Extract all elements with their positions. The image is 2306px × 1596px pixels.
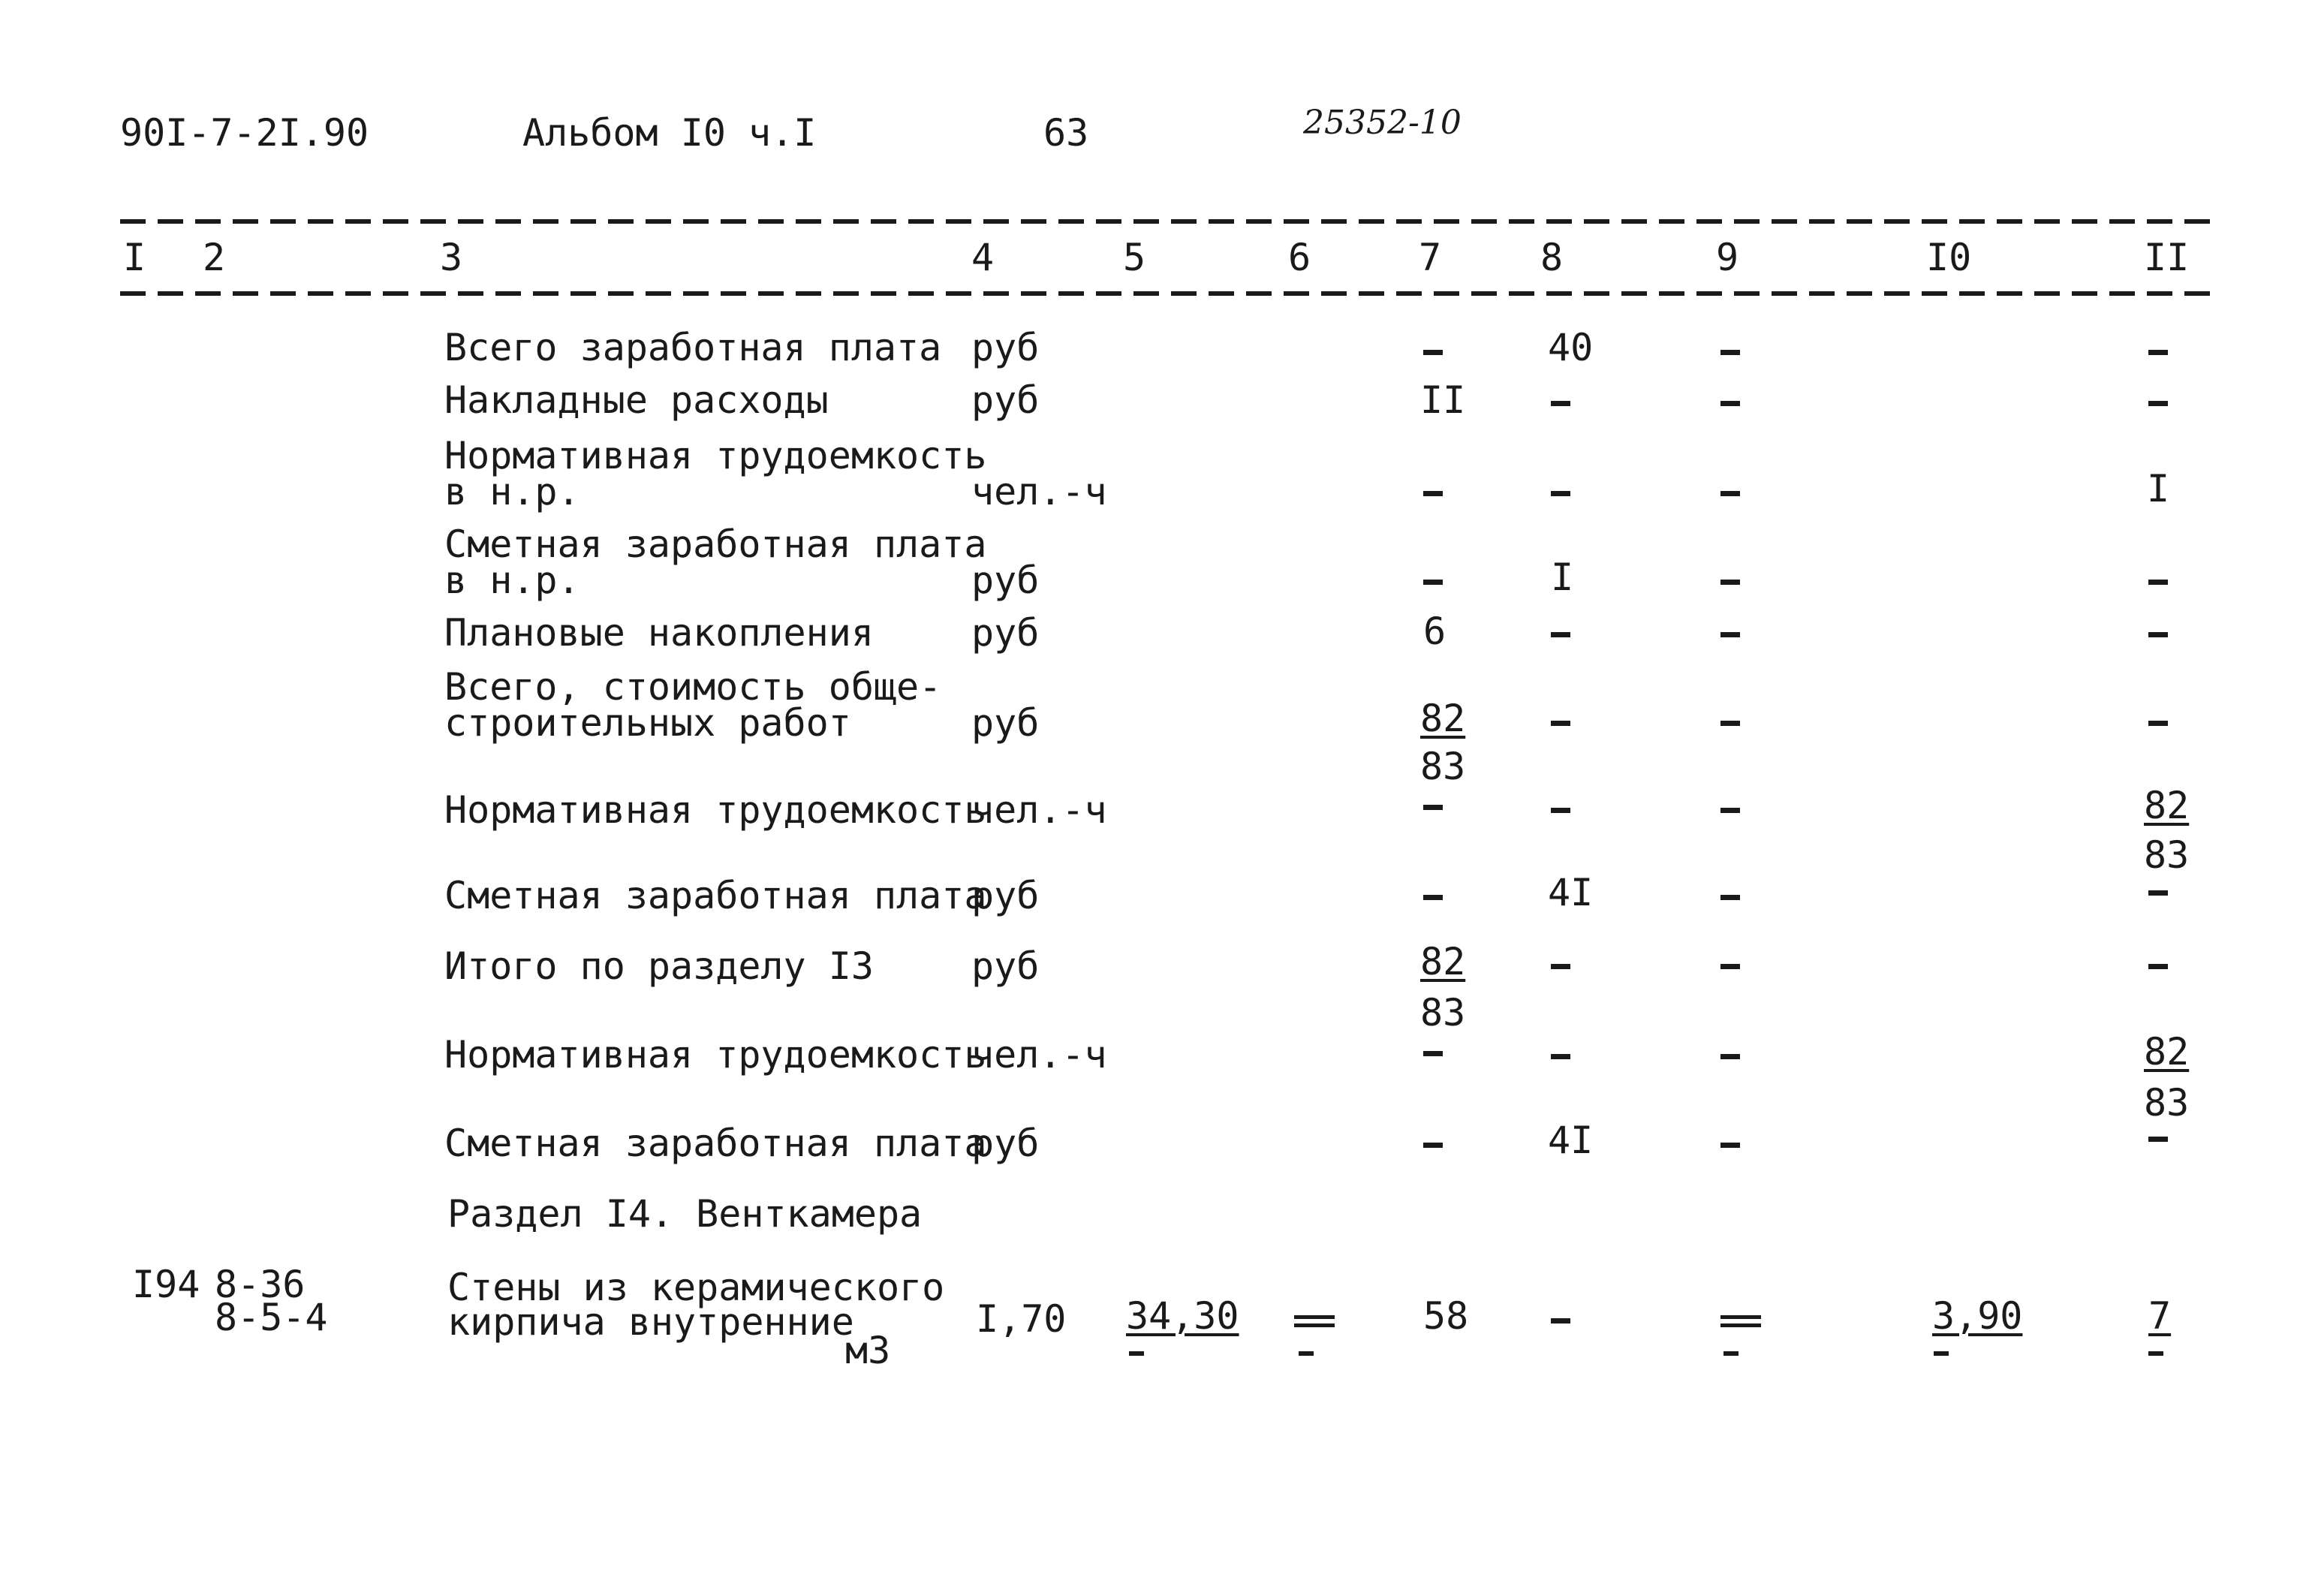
cell-dash-col11	[2148, 964, 2168, 969]
cell-col8: 4I	[1548, 871, 1594, 914]
row-unit: м3	[845, 1329, 891, 1372]
cell-dash-col8	[1551, 401, 1570, 406]
col-header-2: 2	[203, 236, 226, 279]
col-header-3: 3	[440, 236, 463, 279]
cell-dash-col7	[1423, 580, 1443, 585]
row-name: Всего заработная плата	[444, 326, 942, 369]
section-heading: Раздел I4. Венткамера	[447, 1192, 923, 1236]
col-header-8: 8	[1540, 236, 1564, 279]
cell-col11: I	[2147, 467, 2170, 510]
row-name: Сметная заработная плата	[444, 874, 987, 917]
row-unit: руб	[971, 378, 1040, 422]
cell-dash-col8	[1551, 721, 1570, 726]
cell-dash-col11	[2148, 350, 2168, 355]
cell-col7: II	[1420, 378, 1466, 422]
cell-dash-col11	[2148, 890, 2168, 896]
cell-col7: 6	[1423, 610, 1447, 653]
cell-col7-denominator: 83	[1420, 745, 1466, 788]
row-name: Плановые накопления	[444, 611, 874, 655]
doc-code: 90I-7-2I.90	[120, 111, 369, 155]
row-unit: чел.-ч	[971, 470, 1107, 513]
col-header-1: I	[123, 236, 146, 279]
row-name-line2: строительных работ	[444, 701, 851, 745]
cell-dash-col9	[1720, 632, 1740, 637]
item-number: I94	[132, 1263, 200, 1306]
cell-dash-col11	[2148, 632, 2168, 637]
cell-col8: 40	[1548, 326, 1594, 369]
cell-dash-col7	[1423, 805, 1443, 810]
cell-dash-col9	[1720, 964, 1740, 969]
row-unit: руб	[971, 701, 1040, 745]
cell-dash-col9	[1720, 350, 1740, 355]
row-unit: руб	[971, 559, 1040, 602]
cell-dash-col11	[2148, 721, 2168, 726]
cell-col4: I,70	[976, 1297, 1067, 1341]
cell-col6-double-dash	[1294, 1315, 1335, 1327]
cell-col5-sub-dash	[1129, 1351, 1144, 1356]
cell-col11-numerator: 82	[2144, 784, 2190, 827]
table-rule-top	[120, 219, 2222, 224]
col-header-5: 5	[1123, 236, 1146, 279]
row-name-line2: в н.р.	[444, 559, 580, 602]
row-name: Сметная заработная плата	[444, 1122, 987, 1165]
cell-col7-denominator: 83	[1420, 991, 1466, 1034]
cell-dash-col7	[1423, 350, 1443, 355]
row-name: Нормативная трудоемкость	[444, 788, 987, 832]
col-header-9: 9	[1716, 236, 1739, 279]
cell-col11-sub-dash	[2148, 1351, 2163, 1356]
cell-col6-sub-dash	[1299, 1351, 1314, 1356]
cell-dash-col9	[1720, 808, 1740, 813]
cell-col7-numerator: 82	[1420, 940, 1466, 983]
cell-col11-denominator: 83	[2144, 833, 2190, 877]
cell-dash-col8	[1551, 1054, 1570, 1059]
cell-col7: 58	[1423, 1294, 1469, 1338]
cell-col11-denominator: 83	[2144, 1081, 2190, 1125]
cell-col9-double-dash	[1720, 1315, 1761, 1327]
cell-dash-col9	[1720, 1054, 1740, 1059]
cell-col7-numerator: 82	[1420, 697, 1466, 740]
cell-col8: I	[1551, 556, 1574, 599]
item-code-2: 8-5-4	[215, 1296, 328, 1339]
col-header-6: 6	[1288, 236, 1311, 279]
row-name-line2: кирпича внутренние	[447, 1300, 854, 1344]
cell-dash-col9	[1720, 721, 1740, 726]
cell-dash-col7	[1423, 1051, 1443, 1056]
row-name: Нормативная трудоемкость	[444, 434, 987, 477]
cell-dash-col11	[2148, 580, 2168, 585]
row-unit: чел.-ч	[971, 1033, 1107, 1077]
page-number: 63	[1043, 111, 1089, 155]
cell-dash-col8	[1551, 964, 1570, 969]
cell-dash-col7	[1423, 895, 1443, 900]
cell-col11-numerator: 82	[2144, 1030, 2190, 1074]
row-unit: руб	[971, 944, 1040, 988]
col-header-4: 4	[971, 236, 995, 279]
table-rule-bottom	[120, 291, 2222, 296]
inventory-number: 25352-10	[1303, 104, 1462, 142]
cell-dash-col9	[1720, 580, 1740, 585]
row-unit: руб	[971, 326, 1040, 369]
cell-dash-col9	[1720, 1143, 1740, 1148]
row-unit: руб	[971, 874, 1040, 917]
cell-col9-sub-dash	[1723, 1351, 1739, 1356]
cell-dash-col11	[2148, 401, 2168, 406]
cell-dash-col9	[1720, 895, 1740, 900]
cell-col10-sub-dash	[1934, 1351, 1949, 1356]
col-header-11: II	[2144, 236, 2190, 279]
cell-dash-col9	[1720, 401, 1740, 406]
row-unit: чел.-ч	[971, 788, 1107, 832]
cell-col10: 3,90	[1932, 1294, 2023, 1338]
cell-dash-col8	[1551, 491, 1570, 496]
col-header-7: 7	[1419, 236, 1442, 279]
row-name-line2: в н.р.	[444, 470, 580, 513]
album-label: Альбом I0 ч.I	[522, 111, 817, 155]
row-name: Стены из керамического	[447, 1266, 945, 1309]
row-unit: руб	[971, 611, 1040, 655]
cell-dash-col8	[1551, 1318, 1570, 1323]
cell-dash-col7	[1423, 491, 1443, 496]
cell-col11: 7	[2148, 1294, 2172, 1338]
row-unit: руб	[971, 1122, 1040, 1165]
cell-dash-col11	[2148, 1137, 2168, 1142]
cell-dash-col8	[1551, 808, 1570, 813]
cell-col8: 4I	[1548, 1119, 1594, 1162]
row-name: Нормативная трудоемкость	[444, 1033, 987, 1077]
cell-dash-col7	[1423, 1143, 1443, 1148]
cell-dash-col9	[1720, 491, 1740, 496]
row-name: Накладные расходы	[444, 378, 829, 422]
row-name: Всего, стоимость обще-	[444, 665, 942, 709]
cell-col5: 34,30	[1126, 1294, 1239, 1338]
row-name: Итого по разделу I3	[444, 944, 874, 988]
cell-dash-col8	[1551, 632, 1570, 637]
col-header-10: I0	[1926, 236, 1972, 279]
item-code-1: 8-36	[215, 1263, 306, 1306]
row-name: Сметная заработная плата	[444, 522, 987, 566]
